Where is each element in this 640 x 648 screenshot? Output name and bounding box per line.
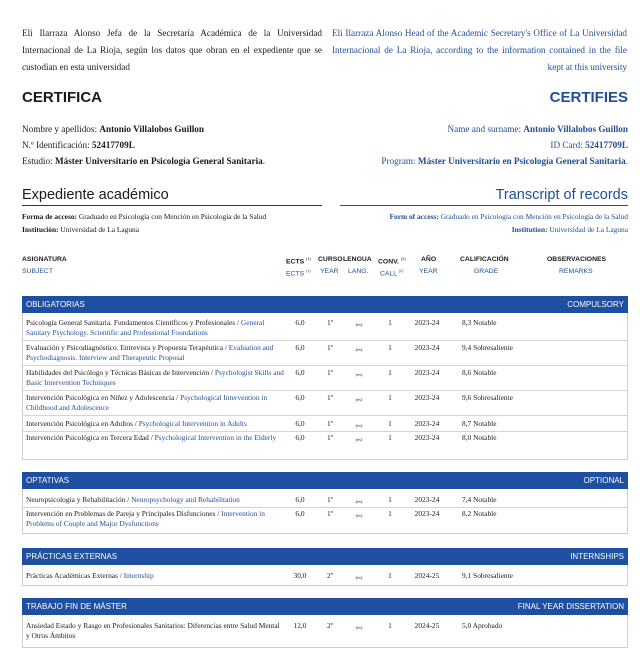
table-row	[22, 419, 628, 432]
subject-en: Neuropsychology and Rehabilitation	[131, 495, 240, 504]
subject-es: Neuropsicología y Rehabilitación /	[26, 495, 132, 504]
identity-spanish: Nombre y apellidos: Antonio Villalobos Guillon N.º Identificación: 52417709L Estudio: Máster Universitario en Psicología General Sanitaria.	[22, 124, 266, 166]
study-name: Máster Universitario en Psicología General Sanitaria	[54, 156, 263, 166]
subject-es: Ansiedad Estado y Rasgo en Profesionales Sanitarios: Diferencias entre Salud Mental y Otros Ámbitos	[26, 621, 280, 640]
subject-en: Evaluation and Psychodiagnosis. Interview and Therapeutic Proposal	[26, 343, 274, 362]
col-lengua-en: LANG.	[348, 268, 369, 275]
col-curso-en: YEAR	[320, 268, 339, 275]
section-band-compulsory	[22, 296, 628, 313]
curso-cell: 1º	[327, 495, 333, 504]
grade-cell: 7,4 Notable	[462, 495, 497, 504]
lang-cell: (es)	[355, 625, 363, 630]
lang-cell: (es)	[355, 397, 363, 402]
table-row	[22, 393, 628, 416]
divider-left	[22, 205, 322, 206]
conv-cell: 1	[388, 621, 392, 630]
access-value-en: Graduado en Psicología con Mención en Psicología de la Salud	[440, 212, 628, 221]
year-cell: 2023-24	[414, 433, 440, 442]
curso-cell: 2º	[327, 621, 333, 630]
curso-cell: 1º	[327, 368, 333, 377]
col-remarks-en: REMARKS	[559, 268, 593, 275]
curso-cell: 1º	[327, 393, 333, 402]
ects-cell: 6,0	[295, 419, 305, 428]
year-cell: 2023-24	[414, 419, 440, 428]
lang-cell: (es)	[355, 347, 363, 352]
subject-es: Intervención en Problemas de Pareja y Principales Disfunciones /	[26, 509, 222, 518]
subject-cell	[26, 571, 284, 581]
grade-cell: 8,7 Notable	[462, 419, 497, 428]
name-label: Nombre y apellidos:	[22, 124, 98, 134]
year-cell: 2023-24	[414, 318, 440, 327]
grade-cell: 9,6 Sobresaliente	[462, 393, 513, 402]
conv-cell: 1	[388, 318, 392, 327]
col-calificacion: CALIFICACIÓN	[460, 256, 509, 263]
col-curso: CURSO	[318, 256, 343, 263]
grade-cell: 8,0 Notable	[462, 433, 497, 442]
conv-cell: 1	[388, 509, 392, 518]
curso-cell: 1º	[327, 343, 333, 352]
col-ects	[286, 256, 311, 265]
id-label: N.º Identificación:	[22, 140, 90, 150]
ects-cell: 6,0	[295, 509, 305, 518]
ects-cell: 6,0	[295, 495, 305, 504]
section-label-es: TRABAJO FIN DE MÁSTER	[26, 602, 127, 611]
table-row	[22, 495, 628, 508]
certifies-heading: CERTIFIES	[549, 89, 628, 106]
col-conv-en	[380, 268, 404, 277]
certifica-heading: CERTIFICA	[22, 89, 102, 106]
col-ano: AÑO	[421, 256, 437, 263]
col-lengua: LENGUA	[343, 256, 372, 263]
conv-cell: 1	[388, 343, 392, 352]
subject-en: Intervention in Problems of Couple and Major Dysfunctions	[26, 509, 265, 528]
subject-es: Habilidades del Psicólogo y Técnicas Básicas de Intervención /	[26, 368, 215, 377]
lang-cell: (es)	[355, 575, 363, 580]
col-ects-en-text: ECTS	[286, 270, 305, 278]
col-conv-en-note: (2)	[398, 268, 404, 273]
subject-cell	[26, 419, 284, 429]
subject-cell	[26, 433, 284, 443]
subject-en: Psychological Intervention in Childhood and Adolescence	[26, 393, 268, 412]
ects-cell: 6,0	[295, 318, 305, 327]
grade-cell: 5,0 Aprobado	[462, 621, 503, 630]
year-cell: 2023-24	[414, 368, 440, 377]
table-row	[22, 368, 628, 391]
grade-cell: 8,6 Notable	[462, 368, 497, 377]
lang-cell: (es)	[355, 437, 363, 442]
col-conv-en-text: CALL	[380, 270, 397, 278]
table-row	[22, 433, 628, 455]
subject-es: Psicología General Sanitaria. Fundamentos Científicos y Profesionales /	[26, 318, 241, 327]
intro-english: Eli Ilarraza Alonso Head of the Academic Secretary's Office of La Universidad Internacional de La Rioja, according to the information contained in the file kept at this university	[332, 28, 627, 72]
grade-cell: 8,3 Notable	[462, 318, 497, 327]
subject-en: Psychological Intervention in Adults	[138, 419, 247, 428]
subject-cell	[26, 509, 284, 528]
subject-es: Intervención Psicológica en Adultos /	[26, 419, 139, 428]
conv-cell: 1	[388, 393, 392, 402]
subject-es: Intervención Psicológica en Tercera Edad /	[26, 433, 155, 442]
year-cell: 2023-24	[414, 343, 440, 352]
study-name-en: Máster Universitario en Psicología General Sanitaria	[417, 156, 626, 166]
student-id-en: 52417709L	[585, 140, 628, 150]
col-conv-text: CONV.	[378, 258, 399, 266]
conv-cell: 1	[388, 495, 392, 504]
conv-cell: 1	[388, 368, 392, 377]
table-row	[22, 509, 628, 531]
section-label-en: OPTIONAL	[583, 476, 624, 485]
section-label-es: OBLIGATORIAS	[26, 300, 85, 309]
grade-cell: 9,1 Sobresaliente	[462, 571, 513, 580]
col-ects-note: (1)	[306, 256, 311, 261]
col-subject-en: SUBJECT	[22, 268, 53, 275]
table-row	[22, 343, 628, 366]
study-label: Estudio:	[22, 156, 53, 166]
section-label-es: OPTATIVAS	[26, 476, 70, 485]
institution-value: Universidad de La Laguna	[60, 225, 140, 234]
col-conv-note: (2)	[400, 256, 406, 261]
conv-cell: 1	[388, 571, 392, 580]
lang-cell: (es)	[355, 322, 363, 327]
subject-en: Psychologist Skills and Basic Intervention Techniques	[26, 368, 284, 387]
section-band-internships	[22, 548, 628, 565]
institution-label: Institución:	[22, 225, 59, 234]
curso-cell: 1º	[327, 419, 333, 428]
conv-cell: 1	[388, 419, 392, 428]
ects-cell: 12,0	[293, 621, 307, 630]
curso-cell: 2º	[327, 571, 333, 580]
year-cell: 2024-25	[414, 571, 440, 580]
divider-right	[340, 205, 628, 206]
intro-spanish: Eli Ilarraza Alonso Jefa de la Secretaría Académica de la Universidad Internacional de La Rioja, según los datos que obran en el expediente que se custodian en esta universidad	[22, 28, 322, 72]
col-ects-text: ECTS	[286, 258, 305, 266]
section-label-en: COMPULSORY	[567, 300, 624, 309]
section-label-es: PRÁCTICAS EXTERNAS	[26, 552, 118, 561]
access-label: Forma de acceso:	[22, 212, 77, 221]
table-row	[22, 571, 628, 583]
col-conv	[378, 256, 406, 265]
institution-value-en: Universidad de La Laguna	[549, 225, 628, 234]
name-label-en: Name and surname:	[447, 124, 522, 134]
subject-cell	[26, 621, 284, 640]
lang-cell: (es)	[355, 513, 363, 518]
subject-es: Prácticas Académicas Externas /	[26, 571, 124, 580]
col-ects-en-note: (1)	[306, 268, 311, 273]
ects-cell: 6,0	[295, 368, 305, 377]
access-english	[389, 210, 628, 236]
grade-cell: 9,4 Sobresaliente	[462, 343, 513, 352]
access-label-en: Form of access:	[389, 212, 439, 221]
id-label-en: ID Card:	[550, 140, 583, 150]
identity-english: Name and surname: Antonio Villalobos Guillon ID Card: 52417709L Program: Máster Universitario en Psicología General Sanitaria.	[381, 124, 628, 166]
lang-cell: (es)	[355, 423, 363, 428]
subject-cell	[26, 318, 284, 337]
lang-cell: (es)	[355, 499, 363, 504]
year-cell: 2023-24	[414, 509, 440, 518]
section-band-dissertation	[22, 598, 628, 615]
student-name-en: Antonio Villalobos Guillon	[523, 124, 628, 134]
col-subject: ASIGNATURA	[22, 256, 67, 263]
access-spanish	[22, 210, 266, 236]
access-value: Graduado en Psicología con Mención en Psicología de la Salud	[78, 212, 267, 221]
ects-cell: 6,0	[295, 393, 305, 402]
institution-label-en: Institution:	[511, 225, 548, 234]
section-band-optional	[22, 472, 628, 489]
grade-cell: 8,2 Notable	[462, 509, 497, 518]
section-label-en: FINAL YEAR DISSERTATION	[517, 602, 624, 611]
expediente-heading: Expediente académico	[22, 187, 169, 203]
subject-en: Psychological Intervention in the Elderly	[154, 433, 277, 442]
student-id: 52417709L	[91, 140, 135, 150]
subject-cell	[26, 368, 284, 387]
subject-cell	[26, 393, 284, 412]
subject-cell	[26, 343, 284, 362]
year-cell: 2023-24	[414, 495, 440, 504]
study-label-en: Program:	[381, 156, 416, 166]
col-ano-en: YEAR	[419, 268, 438, 275]
subject-en: General Sanitary Psychology. Scientific and Professional Foundations	[26, 318, 265, 337]
col-observaciones: OBSERVACIONES	[547, 256, 607, 263]
curso-cell: 1º	[327, 509, 333, 518]
subject-cell	[26, 495, 284, 505]
ects-cell: 6,0	[295, 433, 305, 442]
curso-cell: 1º	[327, 433, 333, 442]
ects-cell: 6,0	[295, 343, 305, 352]
section-label-en: INTERNSHIPS	[570, 552, 624, 561]
student-name: Antonio Villalobos Guillon	[99, 124, 204, 134]
lang-cell: (es)	[355, 372, 363, 377]
curso-cell: 1º	[327, 318, 333, 327]
subject-es: Evaluación y Psicodiagnóstico. Entrevista y Propuesta Terapéutica /	[26, 343, 229, 352]
ects-cell: 30,0	[293, 571, 307, 580]
table-row	[22, 318, 628, 341]
conv-cell: 1	[388, 433, 392, 442]
transcript-heading: Transcript of records	[495, 187, 628, 203]
col-grade-en: GRADE	[474, 268, 499, 275]
subject-en: Internship	[123, 571, 154, 580]
col-ects-en	[286, 268, 311, 277]
subject-es: Intervención Psicológica en Niñez y Adolescencia /	[26, 393, 181, 402]
year-cell: 2024-25	[414, 621, 440, 630]
year-cell: 2023-24	[414, 393, 440, 402]
